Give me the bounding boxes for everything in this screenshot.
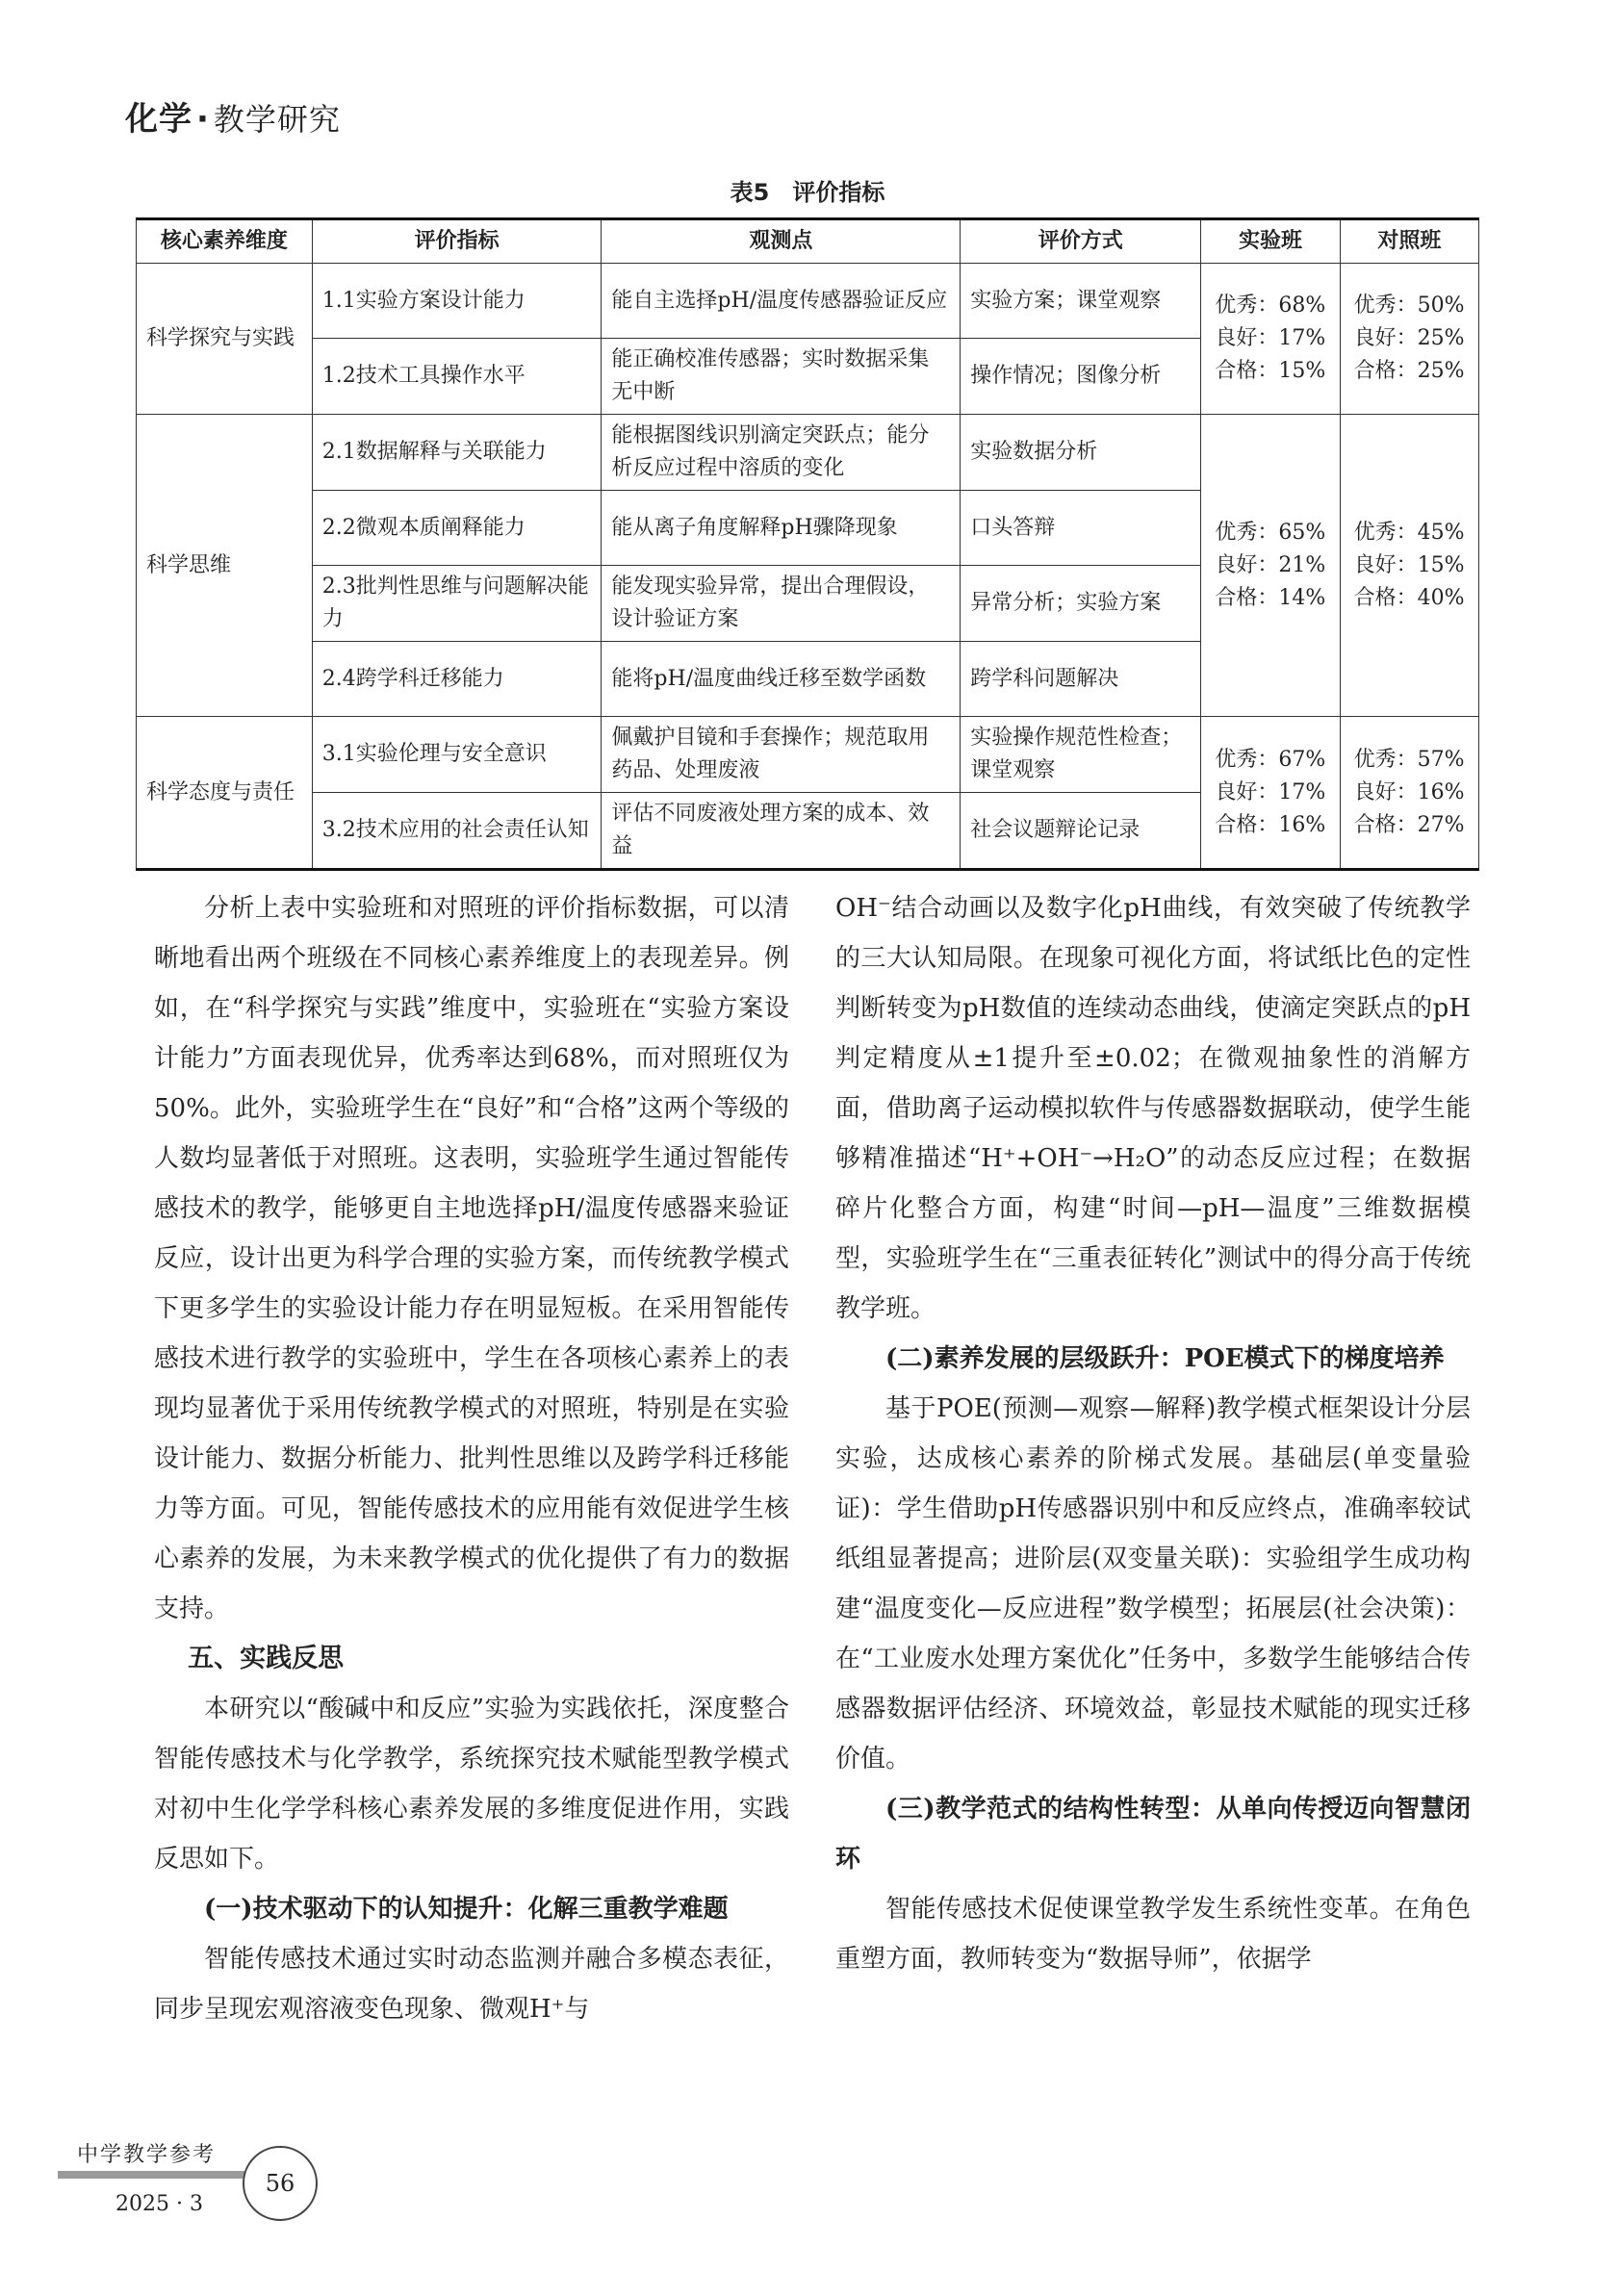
analysis-paragraph: 分析上表中实验班和对照班的评价指标数据，可以清晰地看出两个班级在不同核心素养维度上的表现差异。例如，在“科学探究与实践”维度中，实验班在“实验方案设计能力”方面表现优异，优秀率达到68%，而对照班仅为50%。此外，实验班学生在“良好”和“合格”这两个等级的人数均显著低于对照班。这表明，实验班学生通过智能传感技术的教学，能够更自主地选择pH/温度传感器来验证反应，设计出更为科学合理的实验方案，而传统教学模式下更多学生的实验设计能力存在明显短板。在采用智能传感技术进行教学的实验班中，学生在各项核心素养上的表现均显著优于采用传统教学模式的对照班，特别是在实验设计能力、数据分析能力、批判性思维以及跨学科迁移能力等方面。可见，智能传感技术的应用能有效促进学生核心素养的发展，为未来教学模式的优化提供了有力的数据支持。	[154, 894, 789, 1623]
method-cell: 实验操作规范性检查；课堂观察	[961, 717, 1201, 793]
indicator-cell: 2.4跨学科迁移能力	[312, 642, 602, 717]
subheading-paradigm-transformation: (三)教学范式的结构性转型：从单向传授迈向智慧闭环	[835, 1795, 1471, 1874]
subheading-literacy-development: (二)素养发展的层级跃升：POE模式下的梯度培养	[885, 1344, 1445, 1373]
right-text-column	[835, 883, 1471, 1984]
col-header-observation: 观测点	[602, 219, 961, 264]
method-cell: 跨学科问题解决	[961, 642, 1201, 717]
control-result-cell	[1340, 717, 1478, 870]
journal-header	[125, 92, 341, 140]
table-caption-number: 表5	[730, 179, 770, 206]
control-result-cell	[1340, 264, 1478, 415]
result-good: 良好：17%	[1215, 779, 1326, 804]
result-good: 良好：25%	[1353, 326, 1465, 350]
result-good: 良好：21%	[1215, 552, 1326, 577]
journal-name: 化学	[125, 100, 192, 139]
method-cell: 操作情况；图像分析	[961, 339, 1201, 415]
observation-cell: 能从离子角度解释pH骤降现象	[602, 491, 961, 566]
control-result-cell	[1340, 415, 1478, 717]
cognitive-paragraph-continued: OH⁻结合动画以及数字化pH曲线，有效突破了传统教学的三大认知局限。在现象可视化方面，将试纸比色的定性判断转变为pH数值的连续动态曲线，使滴定突跃点的pH判定精度从±1提升至±0.02；在微观抽象性的消解方面，借助离子运动模拟软件与传感器数据联动，使学生能够精准描述“H⁺+OH⁻→H₂O”的动态反应过程；在数据碎片化整合方面，构建“时间—pH—温度”三维数据模型，实验班学生在“三重表征转化”测试中的得分高于传统教学班。	[835, 894, 1471, 1323]
table-caption	[0, 173, 1615, 207]
col-header-dimension: 核心素养维度	[137, 219, 313, 264]
section-heading-practice-reflection: 五、实践反思	[188, 1644, 345, 1673]
observation-cell: 评估不同废液处理方案的成本、效益	[602, 793, 961, 870]
col-header-indicator: 评价指标	[312, 219, 602, 264]
result-excellent: 优秀：50%	[1353, 293, 1465, 318]
result-excellent: 优秀：57%	[1353, 747, 1465, 772]
dimension-cell: 科学思维	[137, 415, 313, 717]
experimental-result-cell	[1201, 717, 1340, 870]
result-excellent: 优秀：67%	[1215, 747, 1326, 772]
left-text-column	[154, 883, 789, 2034]
evaluation-table	[136, 217, 1479, 871]
reflection-intro-paragraph: 本研究以“酸碱中和反应”实验为实践依托，深度整合智能传感技术与化学教学，系统探究技术赋能型教学模式对初中生化学学科核心素养发展的多维度促进作用，实践反思如下。	[154, 1695, 789, 1874]
experimental-result-cell	[1201, 264, 1340, 415]
observation-cell: 能自主选择pH/温度传感器验证反应	[602, 264, 961, 339]
observation-cell: 佩戴护目镜和手套操作；规范取用药品、处理废液	[602, 717, 961, 793]
table-row	[137, 264, 1479, 339]
page-number: 56	[243, 2146, 318, 2221]
footer-issue: 2025 · 3	[115, 2192, 203, 2216]
result-excellent: 优秀：65%	[1215, 520, 1326, 545]
method-cell: 实验方案；课堂观察	[961, 264, 1201, 339]
method-cell: 社会议题辩论记录	[961, 793, 1201, 870]
table-caption-title: 评价指标	[792, 179, 885, 206]
table-row	[137, 415, 1479, 491]
dimension-cell: 科学态度与责任	[137, 717, 313, 870]
cognitive-paragraph-start: 智能传感技术通过实时动态监测并融合多模态表征，同步呈现宏观溶液变色现象、微观H⁺与	[154, 1945, 789, 2024]
indicator-cell: 3.1实验伦理与安全意识	[312, 717, 602, 793]
result-pass: 合格：14%	[1215, 585, 1326, 610]
result-pass: 合格：25%	[1353, 359, 1465, 383]
col-header-control: 对照班	[1340, 219, 1478, 264]
result-pass: 合格：15%	[1215, 359, 1326, 383]
result-excellent: 优秀：68%	[1215, 293, 1326, 318]
result-good: 良好：16%	[1353, 779, 1465, 804]
observation-cell: 能将pH/温度曲线迁移至数学函数	[602, 642, 961, 717]
paradigm-paragraph: 智能传感技术促使课堂教学发生系统性变革。在角色重塑方面，教师转变为“数据导师”，依据学	[835, 1895, 1471, 1974]
table-row	[137, 717, 1479, 793]
result-pass: 合格：16%	[1215, 812, 1326, 837]
col-header-experimental: 实验班	[1201, 219, 1340, 264]
method-cell: 口头答辩	[961, 491, 1201, 566]
subheading-cognitive-improvement: (一)技术驱动下的认知提升：化解三重教学难题	[204, 1895, 729, 1924]
table-header-row	[137, 219, 1479, 264]
observation-cell: 能发现实验异常，提出合理假设，设计验证方案	[602, 566, 961, 642]
method-cell: 实验数据分析	[961, 415, 1201, 491]
indicator-cell: 3.2技术应用的社会责任认知	[312, 793, 602, 870]
page-footer	[58, 2138, 346, 2244]
indicator-cell: 1.1实验方案设计能力	[312, 264, 602, 339]
header-dot: ·	[196, 100, 210, 139]
footer-journal-name: 中学教学参考	[77, 2143, 217, 2167]
result-pass: 合格：27%	[1353, 812, 1465, 837]
indicator-cell: 2.2微观本质阐释能力	[312, 491, 602, 566]
indicator-cell: 2.1数据解释与关联能力	[312, 415, 602, 491]
result-good: 良好：15%	[1353, 552, 1465, 577]
result-good: 良好：17%	[1215, 326, 1326, 350]
method-cell: 异常分析；实验方案	[961, 566, 1201, 642]
experimental-result-cell	[1201, 415, 1340, 717]
poe-paragraph: 基于POE(预测—观察—解释)教学模式框架设计分层实验，达成核心素养的阶梯式发展。基础层(单变量验证)：学生借助pH传感器识别中和反应终点，准确率较试纸组显著提高；进阶层(双变量关联)：实验组学生成功构建“温度变化—反应进程”数学模型；拓展层(社会决策)：在“工业废水处理方案优化”任务中，多数学生能够结合传感器数据评估经济、环境效益，彰显技术赋能的现实迁移价值。	[835, 1394, 1471, 1773]
result-excellent: 优秀：45%	[1353, 520, 1465, 545]
indicator-cell: 1.2技术工具操作水平	[312, 339, 602, 415]
indicator-cell: 2.3批判性思维与问题解决能力	[312, 566, 602, 642]
section-name: 教学研究	[213, 101, 341, 138]
result-pass: 合格：40%	[1353, 585, 1465, 610]
observation-cell: 能正确校准传感器；实时数据采集无中断	[602, 339, 961, 415]
col-header-method: 评价方式	[961, 219, 1201, 264]
observation-cell: 能根据图线识别滴定突跃点；能分析反应过程中溶质的变化	[602, 415, 961, 491]
dimension-cell: 科学探究与实践	[137, 264, 313, 415]
